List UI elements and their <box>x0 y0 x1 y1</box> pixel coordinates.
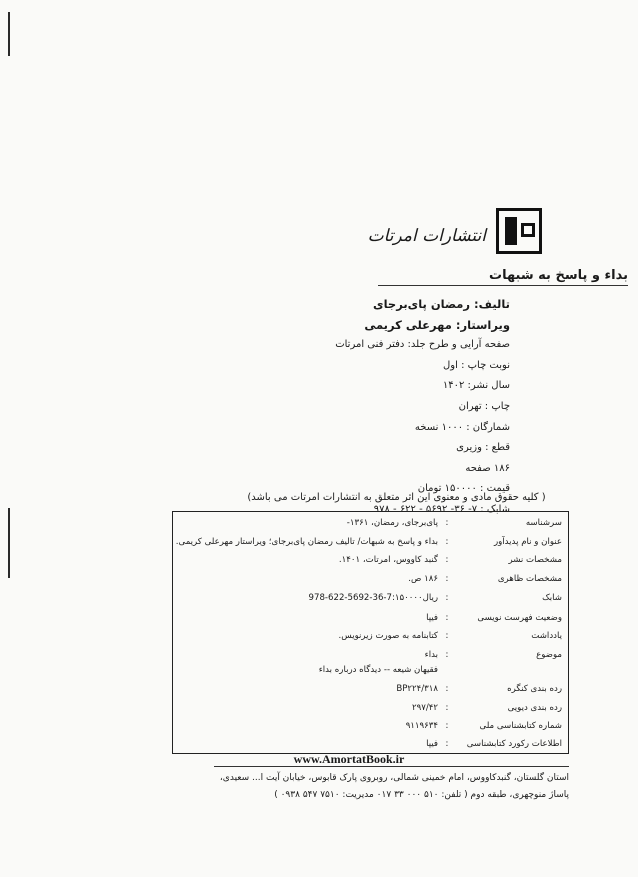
cip-row: وضعیت فهرست نویسی : فیپا <box>173 613 568 623</box>
cip-label: مشخصات نشر <box>508 555 562 565</box>
colophon <box>250 294 510 521</box>
cip-value: گنبد کاووس، امرتات، ۱۴۰۱. <box>338 555 438 565</box>
cip-label: رده بندی دیویی <box>507 703 562 713</box>
cip-row: مشخصات ظاهری : ۱۸۶ ص. <box>173 574 568 584</box>
format-line: قطع : وزیری <box>456 442 510 454</box>
cip-value: BP۲۲۴/۳۱۸ <box>396 684 438 694</box>
scan-edge-mark <box>8 508 10 578</box>
address-block <box>214 770 569 804</box>
cip-row: یادداشت : کتابنامه به صورت زیرنویس. <box>173 631 568 641</box>
cip-value: کتابنامه به صورت زیرنویس. <box>338 631 438 641</box>
cip-row <box>173 665 568 675</box>
address-line: پاساژ منوچهری، طبقه دوم ( تلفن: ۵۱۰ ۰۰۰ ۳۳ ۰۱۷ مدیریت: ۷۵۱۰ ۵۴۷ ۰۹۳۸ ) <box>274 790 569 800</box>
cip-box <box>172 511 569 754</box>
cip-label: یادداشت <box>531 631 562 641</box>
cip-row: شابک : 978-622-5692-36-7:۱۵۰۰۰۰ریال <box>173 593 568 603</box>
print-line: چاپ : تهران <box>458 400 510 412</box>
isbn-line: شابک : ۷- ۳۶- ۵۶۹۲ - ۶۲۲ - ۹۷۸ <box>373 503 510 515</box>
cip-row: رده بندی کنگره : BP۲۲۴/۳۱۸ <box>173 684 568 694</box>
editor-line: ویراستار: مهرعلی کریمی <box>364 317 510 332</box>
design-line: صفحه آرایی و طرح جلد: دفتر فنی امرتات <box>335 339 510 351</box>
cip-label: مشخصات ظاهری <box>497 574 562 584</box>
cip-value: پای‌برجای، رمضان، ۱۳۶۱- <box>346 518 438 528</box>
cip-row: مشخصات نشر : گنبد کاووس، امرتات، ۱۴۰۱. <box>173 555 568 565</box>
cip-value: فیپا <box>426 613 438 623</box>
cip-label: اطلاعات رکورد کتابشناسی <box>466 739 562 749</box>
cip-value: بداء <box>424 650 438 660</box>
book-title: بداء و پاسخ به شبهات <box>489 268 628 283</box>
cip-row: شماره کتابشناسی ملی : ۹۱۱۹۶۳۴ <box>173 721 568 731</box>
cip-label: سرشناسه <box>525 518 562 528</box>
cip-row: اطلاعات رکورد کتابشناسی : فیپا <box>173 739 568 749</box>
cip-row: سرشناسه : پای‌برجای، رمضان، ۱۳۶۱- <box>173 518 568 528</box>
cip-row: موضوع : بداء <box>173 650 568 660</box>
year-line: سال نشر: ۱۴۰۲ <box>442 380 510 392</box>
cip-label: وضعیت فهرست نویسی <box>477 613 562 623</box>
cip-label: موضوع <box>536 650 562 660</box>
cip-label: رده بندی کنگره <box>507 684 562 694</box>
rights-notice: ( کلیه حقوق مادی و معنوی این اثر متعلق به انتشارات امرتات می باشد) <box>247 492 546 503</box>
title-rule <box>378 285 628 286</box>
address-line: استان گلستان، گنبدکاووس، امام خمینی شمالی، روبروی پارک قابوس، خیابان آیت ا... سعیدی، <box>219 773 569 783</box>
cip-value: 978-622-5692-36-7:۱۵۰۰۰۰ریال <box>308 593 438 603</box>
publisher-logo <box>496 208 542 254</box>
cip-value: فقیهان شیعه -- دیدگاه درباره بداء <box>318 665 438 675</box>
cip-row: عنوان و نام پدیدآور : بداء و پاسخ به شبهات/ تالیف رمضان پای‌برجای؛ ویراستار مهرعلی کریمی. <box>173 537 568 547</box>
cip-label <box>456 665 568 675</box>
cip-label: عنوان و نام پدیدآور <box>493 537 562 547</box>
scan-edge-mark <box>8 12 10 56</box>
cip-value: بداء و پاسخ به شبهات/ تالیف رمضان پای‌برجای؛ ویراستار مهرعلی کریمی. <box>175 537 438 547</box>
copies-line: شمارگان : ۱۰۰۰ نسخه <box>414 421 510 433</box>
cip-value: ۹۱۱۹۶۳۴ <box>405 721 438 731</box>
edition-line: نوبت چاپ : اول <box>443 359 510 371</box>
author-line: تالیف: رمضان پای‌برجای <box>373 297 510 311</box>
website-link[interactable]: www.AmortatBook.ir <box>293 752 405 766</box>
address-rule <box>214 766 569 767</box>
cip-row: رده بندی دیویی : ۲۹۷/۴۲ <box>173 703 568 713</box>
price-line: قیمت : ۱۵۰۰۰۰ تومان <box>417 483 510 495</box>
cip-label: شماره کتابشناسی ملی <box>479 721 562 731</box>
cip-value: ۱۸۶ ص. <box>408 574 438 584</box>
cip-label: شابک <box>542 593 562 603</box>
cip-value: فیپا <box>426 739 438 749</box>
publisher-name: انتشارات امرتات <box>367 226 486 246</box>
pages-line: ۱۸۶ صفحه <box>465 462 510 474</box>
cip-value: ۲۹۷/۴۲ <box>412 703 438 713</box>
